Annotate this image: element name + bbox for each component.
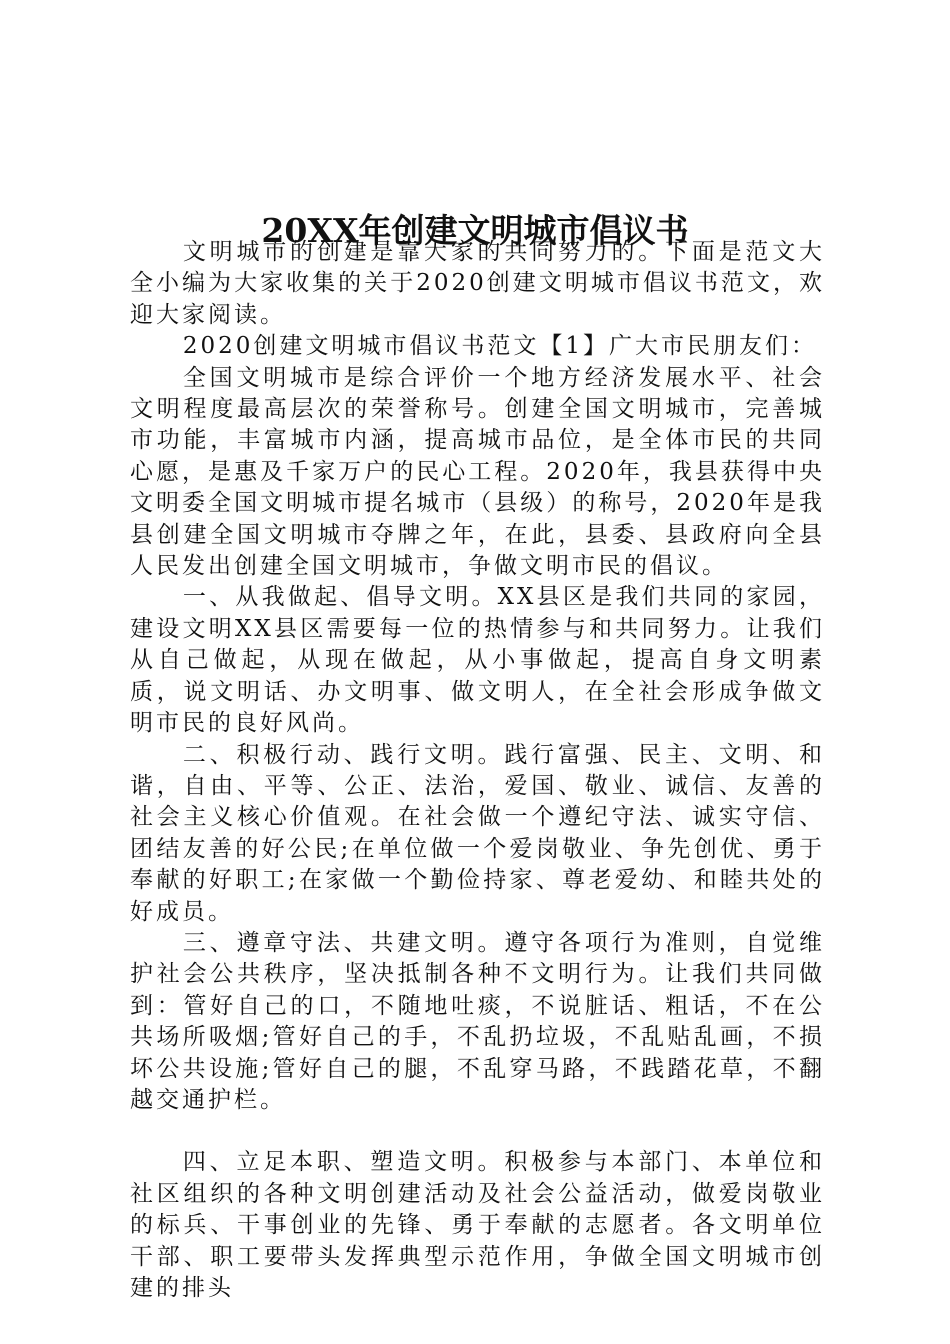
paragraph-point-4: 四、立足本职、塑造文明。积极参与本部门、本单位和社区组织的各种文明创建活动及社会公益活动，做爱岗敬业的标兵、干事创业的先锋、勇于奉献的志愿者。各文明单位干部、职工要带头发挥典型示范作用，争做全国文明城市创建的排头 [130, 1149, 825, 1301]
paragraph-intro: 文明城市的创建是靠大家的共同努力的。下面是范文大全小编为大家收集的关于2020创建文明城市倡议书范文，欢迎大家阅读。 [130, 239, 825, 328]
paragraph-point-1: 一、从我做起、倡导文明。XX县区是我们共同的家园，建设文明XX县区需要每一位的热情参与和共同努力。让我们从自己做起，从现在做起，从小事做起，提高自身文明素质，说文明话、办文明事、做文明人，在全社会形成争做文明市民的良好风尚。 [130, 584, 825, 737]
paragraph-point-2: 二、积极行动、践行文明。践行富强、民主、文明、和谐，自由、平等、公正、法治，爱国、敬业、诚信、友善的社会主义核心价值观。在社会做一个遵纪守法、诚实守信、团结友善的好公民;在单位做一个爱岗敬业、争先创优、勇于奉献的好职工;在家做一个勤俭持家、尊老爱幼、和睦共处的好成员。 [130, 741, 825, 925]
paragraph-salutation: 2020创建文明城市倡议书范文【1】广大市民朋友们： [182, 333, 818, 360]
paragraph-point-3: 三、遵章守法、共建文明。遵守各项行为准则，自觉维护社会公共秩序，坚决抵制各种不文明行为。让我们共同做到：管好自己的口，不随地吐痰，不说脏话、粗话，不在公共场所吸烟;管好自己的手，不乱扔垃圾，不乱贴乱画，不损坏公共设施;管好自己的腿，不乱穿马路，不践踏花草，不翻越交通护栏。 [130, 929, 825, 1113]
paragraph-background: 全国文明城市是综合评价一个地方经济发展水平、社会文明程度最高层次的荣誉称号。创建全国文明城市，完善城市功能，丰富城市内涵，提高城市品位，是全体市民的共同心愿，是惠及千家万户的民心工程。2020年，我县获得中央文明委全国文明城市提名城市（县级）的称号，2020年是我县创建全国文明城市夺牌之年，在此，县委、县政府向全县人民发出创建全国文明城市，争做文明市民的倡议。 [130, 364, 825, 580]
document-title: 20XX年创建文明城市倡议书 [261, 211, 689, 251]
document-body [130, 237, 825, 1304]
